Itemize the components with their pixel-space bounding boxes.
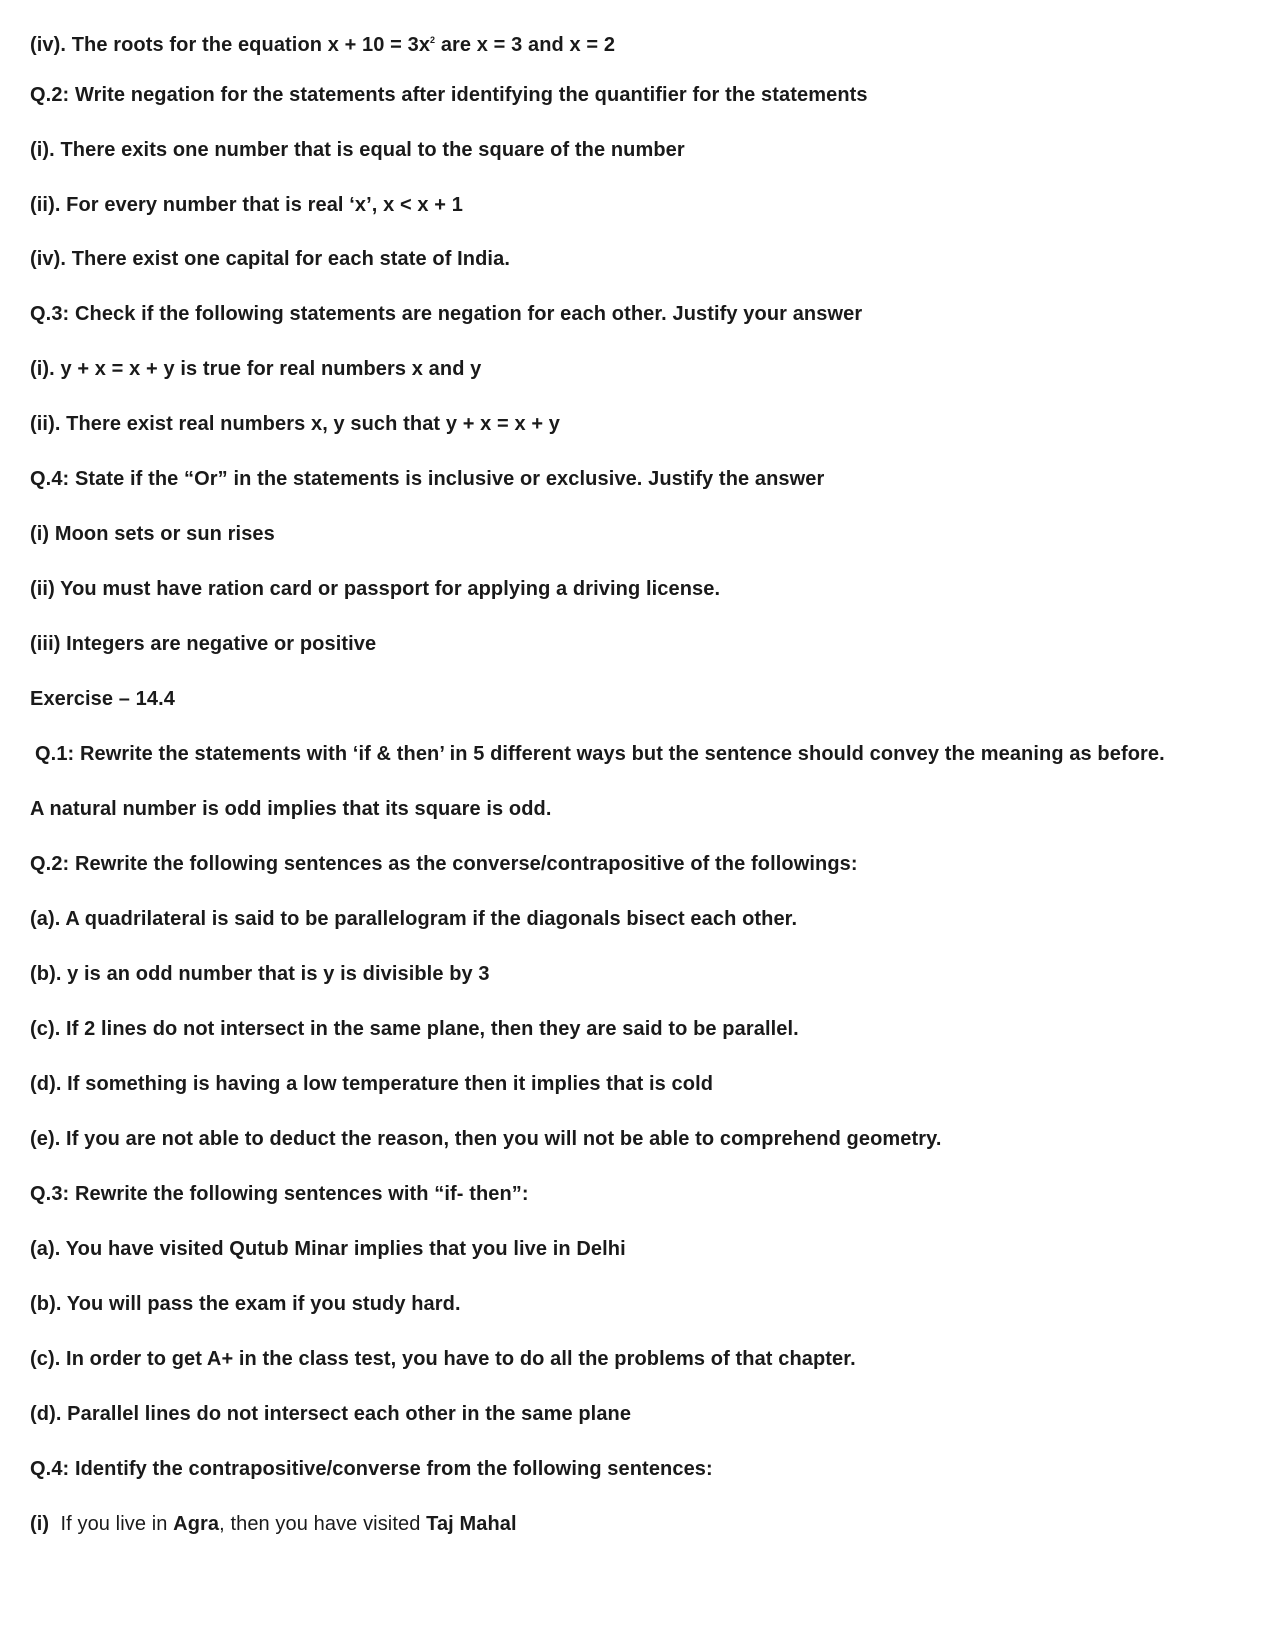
text-line: (d). If something is having a low temperature then it implies that is cold [30,1073,714,1095]
text-line: (c). If 2 lines do not intersect in the same plane, then they are said to be parallel. [30,1018,799,1040]
text-line: (d). Parallel lines do not intersect each other in the same plane [30,1403,632,1425]
text-line: (i) Moon sets or sun rises [30,523,275,545]
question-heading: Q.3: Check if the following statements are negation for each other. Justify your answer [30,303,863,325]
line-part: are x = 3 and x = 2 [435,34,616,56]
text-line: (b). You will pass the exam if you study hard. [30,1293,461,1315]
question-heading: Q.1: Rewrite the statements with ‘if & then’ in 5 different ways but the sentence should convey the meaning as before. [35,743,1165,765]
text-line: (b). y is an odd number that is y is divisible by 3 [30,963,490,985]
text-line-agra [30,1512,517,1536]
text-line: A natural number is odd implies that its square is odd. [30,798,552,820]
text-line: (a). You have visited Qutub Minar implies that you live in Delhi [30,1238,626,1260]
question-heading: Q.4: State if the “Or” in the statements is inclusive or exclusive. Justify the answer [30,468,825,490]
text-line-iv-roots [30,28,615,57]
text-line: (c). In order to get A+ in the class test, you have to do all the problems of that chapter. [30,1348,856,1370]
line-part: If you live in [49,1513,174,1535]
question-heading: Q.2: Write negation for the statements after identifying the quantifier for the statements [30,84,868,106]
line-part: , then you have visited [219,1513,427,1535]
text-line: (ii). For every number that is real ‘x’, x < x + 1 [30,194,463,216]
text-line: (iii) Integers are negative or positive [30,633,377,655]
text-line: (iv). There exist one capital for each state of India. [30,248,510,270]
question-heading: Q.4: Identify the contrapositive/converse from the following sentences: [30,1458,713,1480]
question-heading: Q.3: Rewrite the following sentences with “if- then”: [30,1183,529,1205]
item-label: (i) [30,1513,50,1535]
line-part-bold: Taj Mahal [426,1513,517,1535]
question-heading: Q.2: Rewrite the following sentences as the converse/contrapositive of the followings: [30,853,858,875]
text-line: (ii) You must have ration card or passport for applying a driving license. [30,578,721,600]
line-part-bold: Agra [173,1513,220,1535]
text-line: (ii). There exist real numbers x, y such that y + x = x + y [30,413,561,435]
superscript: 2 [430,35,436,45]
exercise-heading: Exercise – 14.4 [30,688,175,710]
text-line: (i). y + x = x + y is true for real numbers x and y [30,358,482,380]
text-line: (i). There exits one number that is equal to the square of the number [30,139,685,161]
text-line: (e). If you are not able to deduct the reason, then you will not be able to comprehend geometry. [30,1128,942,1150]
text-line: (a). A quadrilateral is said to be parallelogram if the diagonals bisect each other. [30,908,798,930]
line-part: (iv). The roots for the equation x + 10 = 3x [30,34,431,56]
